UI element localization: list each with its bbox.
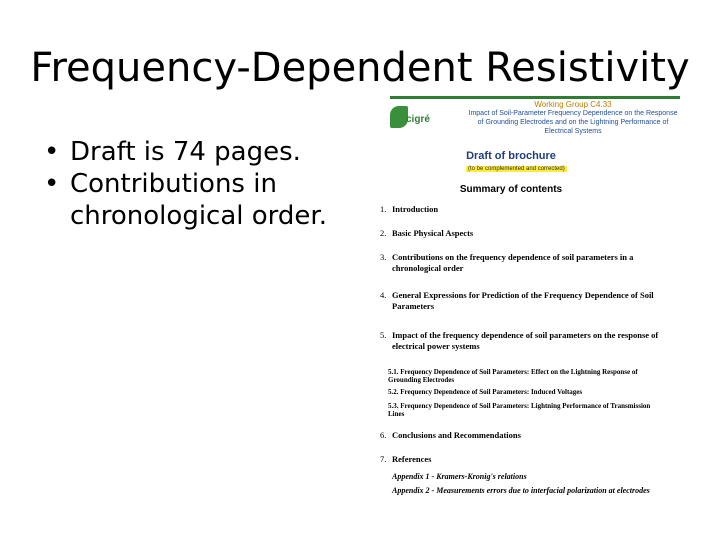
bullet-item: • Draft is 74 pages. [44, 136, 364, 168]
working-group-block [466, 100, 680, 136]
toc-subsection: 5.3. Frequency Dependence of Soil Parameters: Lightning Performance of Transmission Lines [388, 402, 651, 418]
toc-number: 2. [380, 228, 387, 238]
toc-text: References [392, 454, 432, 464]
toc-text: General Expressions for Prediction of the Frequency Dependence of Soil Parameters [392, 290, 654, 311]
draft-note: (to be complemented and corrected) [468, 166, 565, 172]
working-group-subtitle: Impact of Soil-Parameter Frequency Dependence on the Response of Grounding Electrodes and on the Lightning Performance of Electrical Systems [468, 110, 678, 135]
toc-subsection: 5.2. Frequency Dependence of Soil Parameters: Induced Voltages [388, 388, 583, 396]
toc-number: 7. [380, 454, 387, 464]
toc-number: 1. [380, 204, 387, 214]
toc-appendix: Appendix 1 - Kramers-Kronig's relations [392, 472, 527, 481]
toc-number: 4. [380, 290, 387, 300]
logo-text: cigré [406, 114, 430, 125]
toc-appendix: Appendix 2 - Measurements errors due to interfacial polarization at electrodes [392, 486, 650, 495]
toc-number: 5. [380, 330, 387, 340]
brochure-image [376, 92, 680, 532]
toc-text: Contributions on the frequency dependence of soil parameters in a chronological order [392, 252, 634, 273]
brochure-header [390, 98, 680, 135]
bullet-list [44, 136, 364, 232]
draft-title: Draft of brochure [466, 150, 556, 162]
working-group-title: Working Group C4.33 [534, 100, 612, 109]
slide-title: Frequency-Dependent Resistivity [30, 45, 690, 91]
toc-text: Introduction [392, 204, 439, 214]
toc-text: Conclusions and Recommendations [392, 430, 521, 440]
toc-subsection: 5.1. Frequency Dependence of Soil Parameters: Effect on the Lightning Response of Grounding Electrodes [388, 368, 638, 384]
toc-number: 3. [380, 252, 387, 262]
bullet-item: • Contributions in chronological order. [44, 168, 364, 232]
toc-number: 6. [380, 430, 387, 440]
summary-heading: Summary of contents [459, 184, 563, 195]
cigre-logo [390, 106, 434, 134]
toc-text: Basic Physical Aspects [392, 228, 474, 238]
toc-text: Impact of the frequency dependence of soil parameters on the response of electrical power systems [392, 330, 659, 351]
